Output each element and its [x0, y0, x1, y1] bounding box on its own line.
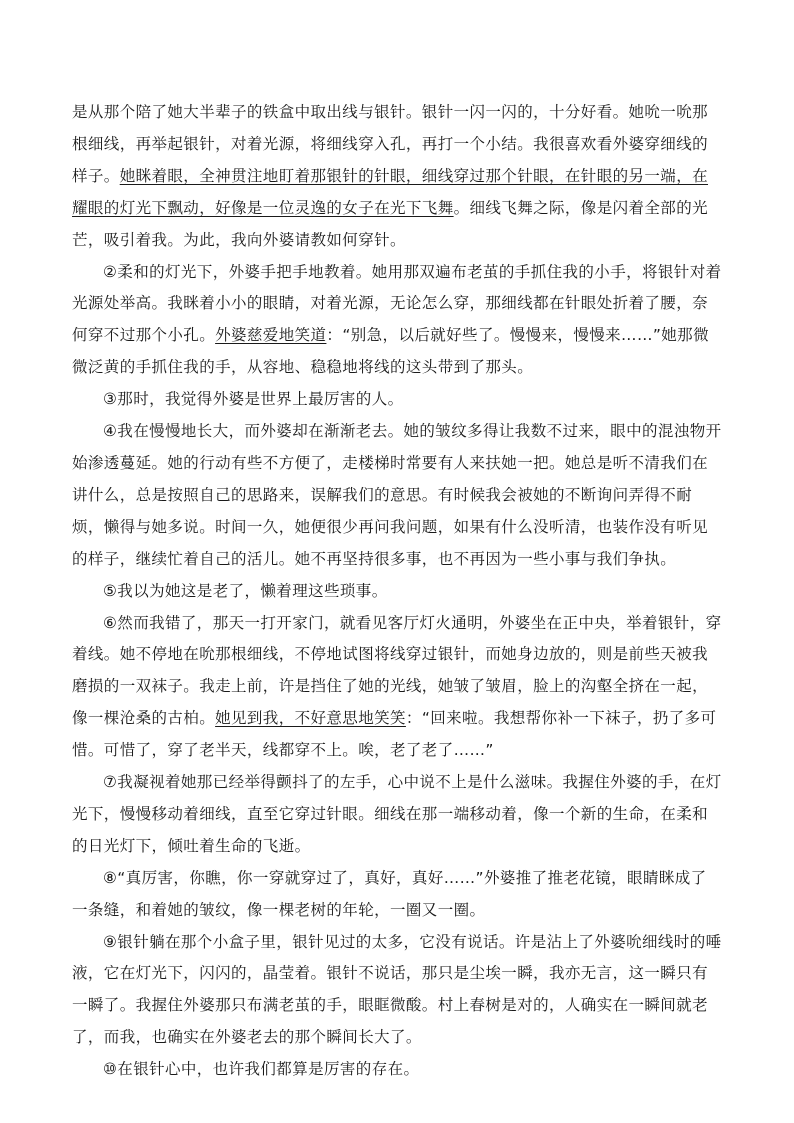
paragraph-2: [72, 257, 722, 385]
paragraph-continued: [72, 97, 722, 257]
paragraph-3: ③那时，我觉得外婆是世界上最厉害的人。: [103, 390, 404, 409]
underlined-sentence: 外婆慈爱地笑道: [215, 326, 327, 345]
paragraph-8: ⑧“真厉害，你瞧，你一穿就穿过了，真好，真好……”外婆推了推老花镜，眼睛眯成了一条缝，和着她的皱纹，像一棵老树的年轮，一圈又一圈。: [72, 868, 707, 919]
paragraph-text: ⑥然而我错了，那天一打开家门，就看见客厅灯火通明，外婆坐在正中央，举着银针，穿着线。她不停地在吮那根细线，不停地试图将线穿过银针，而她身边放的，则是前些天被我磨损的一双袜子。我走上前，许是挡住了她的光线，她皱了皱眉，脸上的沟壑全挤在一起，像一棵沧桑的古柏。: [72, 613, 722, 728]
paragraph-text: 是从那个陪了她大半辈子的铁盒中取出线与银针。银针一闪一闪的，十分好看。她吮一吮那根细线，再举起银针，对着光源，将细线穿入孔，再打一个小结。我很喜欢看外婆穿细线的样子。: [72, 103, 709, 185]
paragraph-text: ：“别急，以后就好些了。慢慢来，慢慢来……”她那微微泛黄的手抓住我的手，从容地、稳稳地将线的这头带到了那头。: [72, 326, 709, 377]
paragraph-6: [72, 608, 722, 768]
article-body: [72, 97, 722, 1086]
paragraph-text: 。细线飞舞之际，像是闪着全部的光芒，吸引着我。为此，我向外婆请教如何穿针。: [72, 198, 709, 249]
paragraph-text: ：“回来啦。我想帮你补一下袜子，扔了多可惜。可惜了，穿了老半天，线都穿不上。唉，老了老了……”: [72, 709, 717, 760]
paragraph-7: ⑦我凝视着她那已经举得颤抖了的左手，心中说不上是什么滋味。我握住外婆的手，在灯光下，慢慢移动着细线，直至它穿过针眼。细线在那一端移动着，像一个新的生命，在柔和的日光灯下，倾吐着生命的飞逝。: [72, 773, 722, 855]
paragraph-9: ⑨银针躺在那个小盒子里，银针见过的太多，它没有说话。许是沾上了外婆吮细线时的唾液，它在灯光下，闪闪的，晶莹着。银针不说话，那只是尘埃一瞬，我亦无言，这一瞬只有一瞬了。我握住外婆那只布满老茧的手，眼眶微酸。村上春树是对的，人确实在一瞬间就老了，而我，也确实在外婆老去的那个瞬间长大了。: [72, 932, 722, 1047]
paragraph-4: ④我在慢慢地长大，而外婆却在渐渐老去。她的皱纹多得让我数不过来，眼中的混浊物开始渗透蔓延。她的行动有些不方便了，走楼梯时常要有人来扶她一把。她总是听不清我们在讲什么，总是按照自己的思路来，误解我们的意思。有时候我会被她的不断询问弄得不耐烦，懒得与她多说。时间一久，她便很少再问我问题，如果有什么没听清，也装作没有听见的样子，继续忙着自己的活儿。她不再坚持很多事，也不再因为一些小事与我们争执。: [72, 422, 722, 568]
paragraph-10: ⑩在银针心中，也许我们都算是厉害的存在。: [103, 1060, 420, 1079]
underlined-sentence: 她见到我，不好意思地笑笑: [215, 709, 406, 728]
paragraph-5: ⑤我以为她这是老了，懒着理这些琐事。: [103, 581, 388, 600]
underlined-sentence: 她眯着眼，全神贯注地盯着那银针的针眼，细线穿过那个针眼，在针眼的另一端，在耀眼的灯光下飘动，好像是一位灵逸的女子在光下飞舞: [72, 166, 709, 217]
paragraph-text: ②柔和的灯光下，外婆手把手地教着。她用那双遍布老茧的手抓住我的小手，将银针对着光源处举高。我眯着小小的眼睛，对着光源，无论怎么穿，那细线都在针眼处折着了腰，奈何穿不过那个小孔。: [72, 262, 722, 345]
